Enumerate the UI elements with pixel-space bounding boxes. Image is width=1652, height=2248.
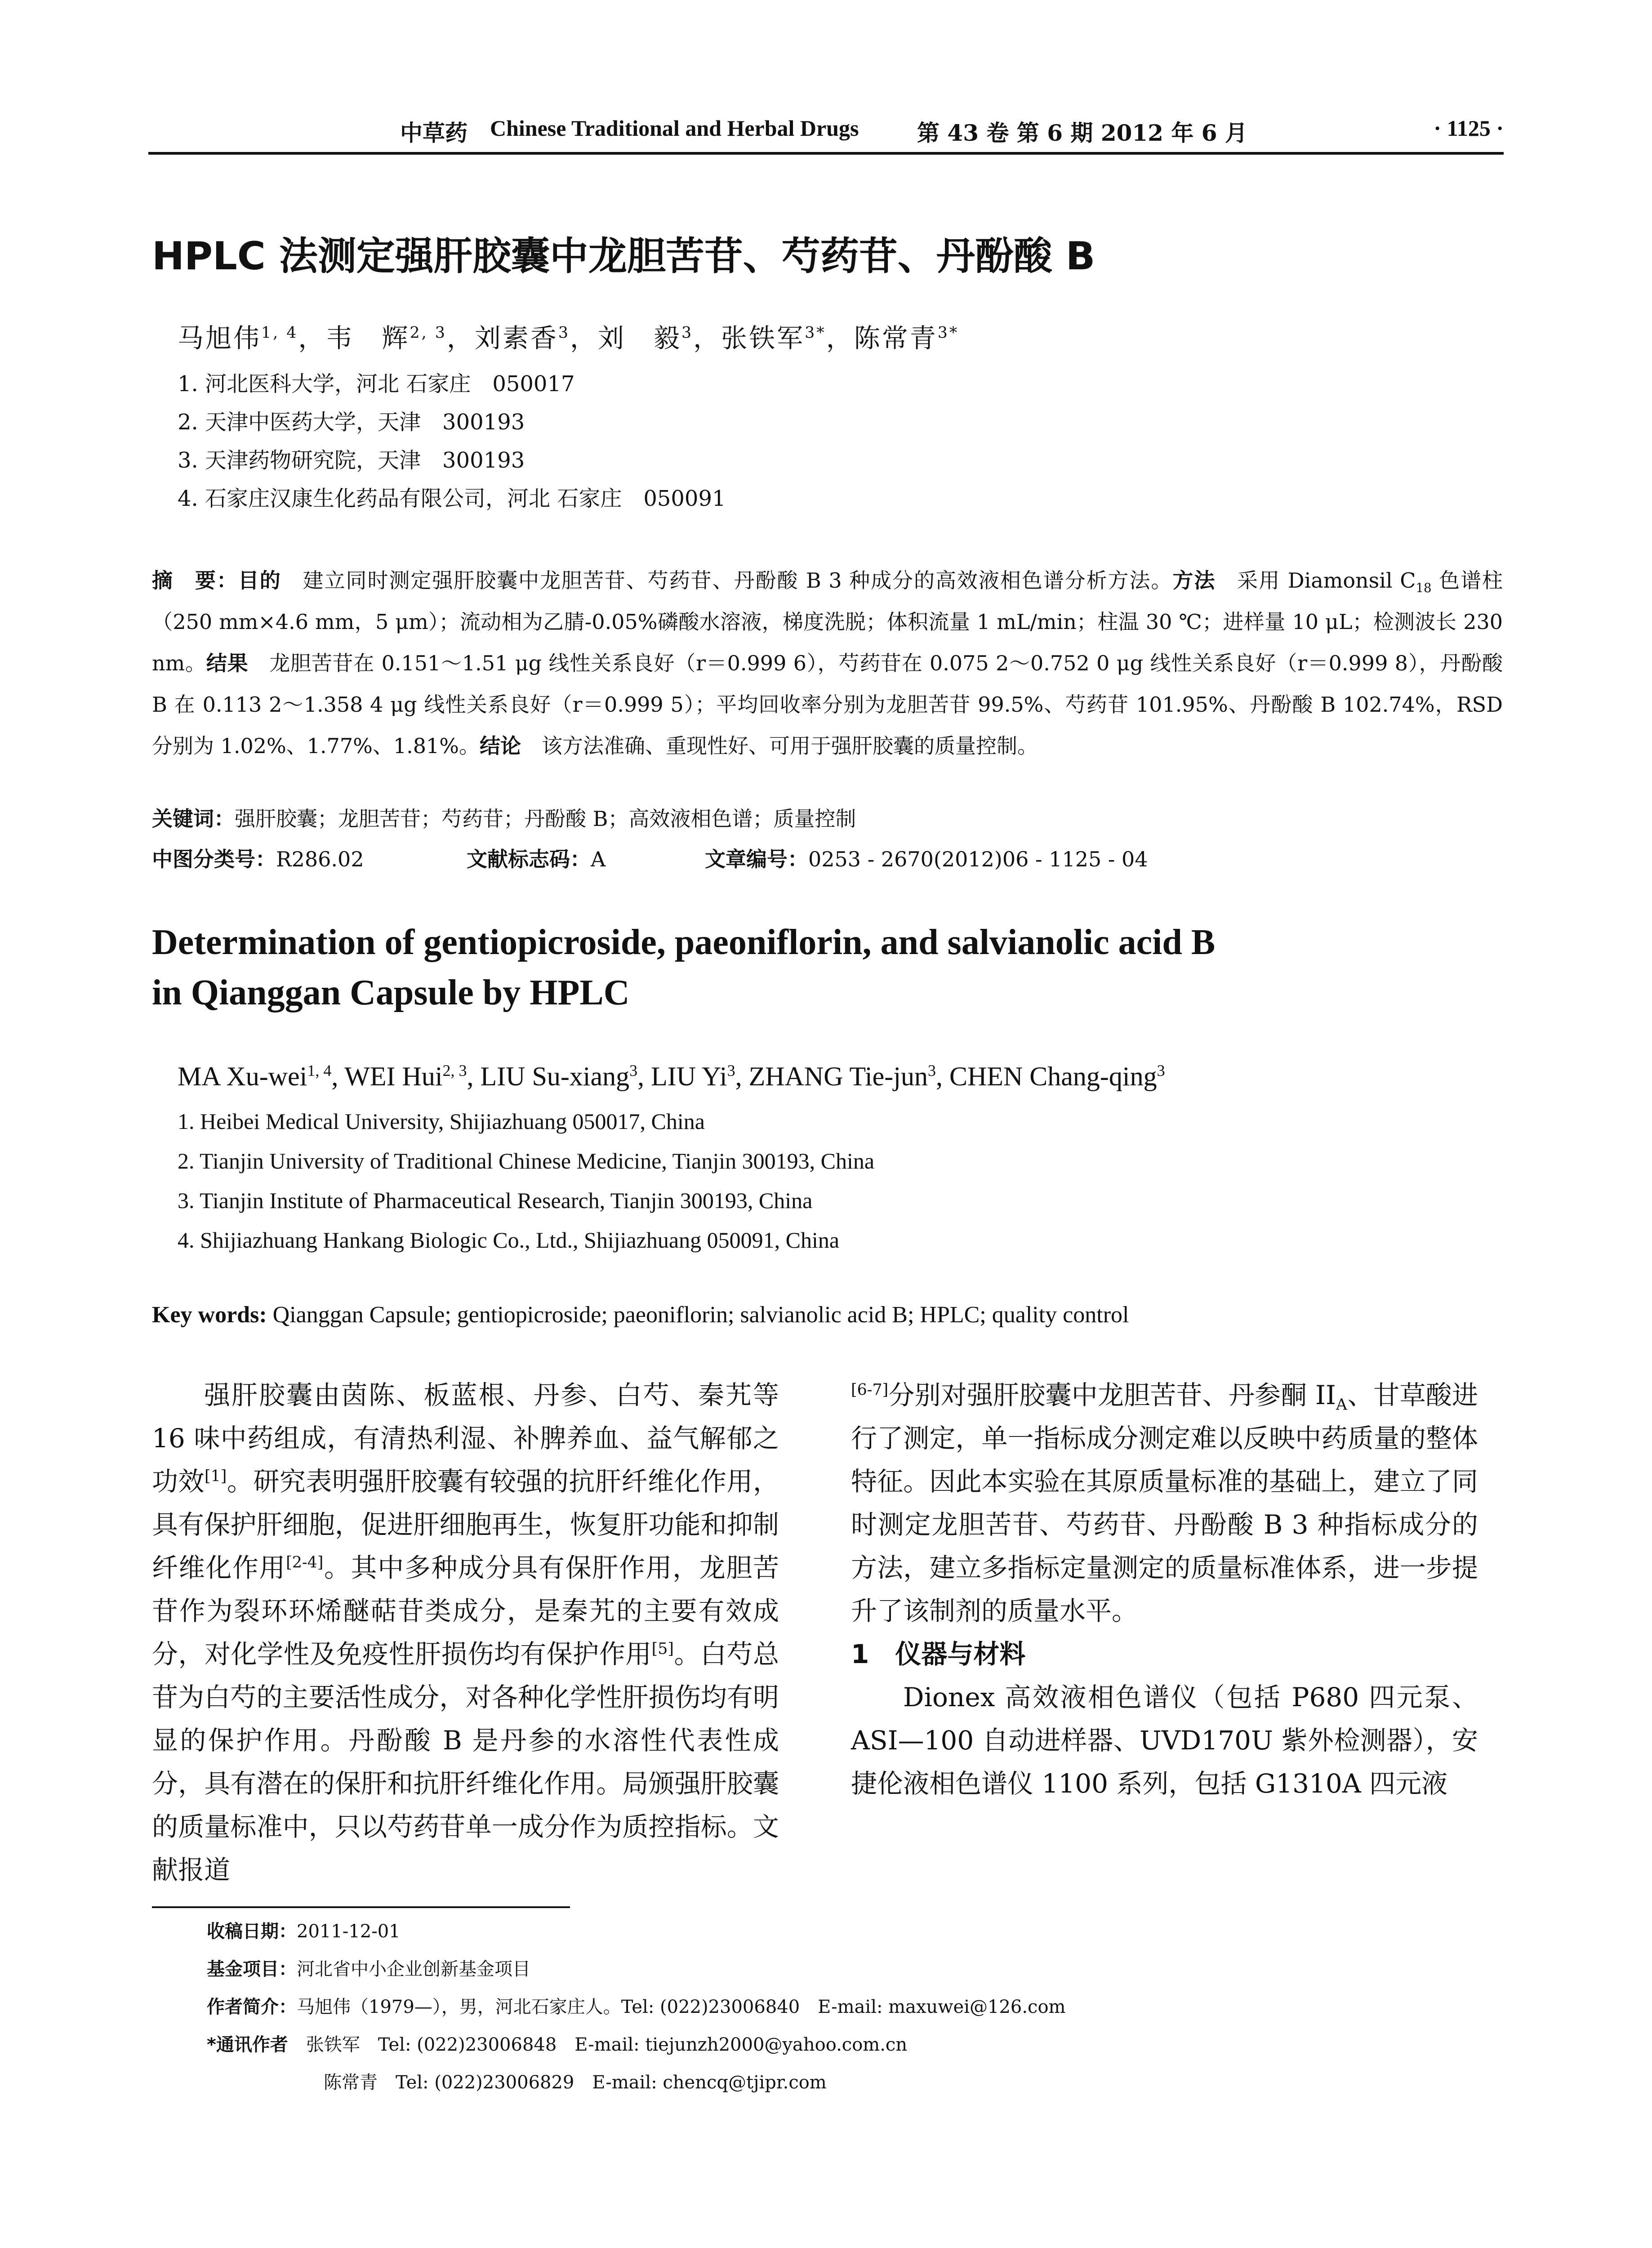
footnote-corresponding [324, 2070, 827, 2095]
en-keywords [152, 1302, 1129, 1328]
body-column-left [152, 1374, 779, 1891]
footnote-label: 作者简介： [207, 1997, 297, 2017]
cn-authors: 马旭伟$^{1, 4}$，韦 辉$^{2, 3}$，刘素香$^3$，刘 毅$^3$，张铁军$^{3*}$，陈常青$^{3*}$ [178, 323, 959, 353]
footnote-rule [152, 1906, 570, 1908]
en-title [152, 917, 1501, 1018]
body-text: 。研究表明强肝胶囊有较强的抗肝纤维化作用，具有保护肝细胞，促进肝细胞再生，恢复肝功能和抑制纤维化作用 [152, 1466, 779, 1583]
abstract-method-label: 方法 [1172, 568, 1216, 593]
abstract-purpose-label: 目的 [238, 568, 281, 593]
citation: [5] [651, 1640, 674, 1658]
abstract-label: 摘 要： [152, 568, 238, 593]
citation: [6-7] [851, 1381, 889, 1399]
running-head [148, 112, 1504, 148]
footnote-text: 2011-12-01 [297, 1921, 401, 1942]
article-number [705, 843, 1148, 873]
body-text: 。白芍总苷为白芍的主要活性成分，对各种化学性肝损伤均有明显的保护作用。丹酚酸 B 是丹参的水溶性代表性成分，具有潜在的保肝和抗肝纤维化作用。局颁强肝胶囊的质量标准中，只以芍药苷单一成分作为质控指标。文献报道 [152, 1639, 779, 1885]
footnote-label: *通讯作者 [207, 2034, 288, 2055]
abstract-result-label: 结果 [206, 651, 249, 675]
journal-brand: 中草药 [400, 120, 468, 146]
en-authors: MA Xu-wei$^{1, 4}$, WEI Hui$^{2, 3}$, LIU Su-xiang$^3$, LIU Yi$^3$, ZHANG Tie-jun$^3$, CHEN Chang-qing$^3$ [178, 1062, 1165, 1091]
classification-line [152, 843, 1503, 874]
en-title-line: Determination of gentiopicroside, paeoniflorin, and salvianolic acid B [152, 923, 1216, 962]
abstract-conclusion: 该方法准确、重现性好、可用于强肝胶囊的质量控制。 [542, 734, 1038, 758]
clc-value: R286.02 [276, 847, 364, 871]
cn-affiliation: 2. 天津中医药大学，天津 300193 [178, 410, 525, 435]
footnote-bio [207, 1994, 1065, 2020]
cn-affiliation: 4. 石家庄汉康生化药品有限公司，河北 石家庄 050091 [178, 486, 726, 511]
body-paragraph [152, 1374, 779, 1891]
abstract-conclusion-label: 结论 [480, 734, 521, 758]
doc-code-label: 文献标志码： [467, 847, 591, 871]
clc [152, 847, 364, 871]
journal-name: Chinese Traditional and Herbal Drugs [490, 116, 859, 141]
en-affiliation: 3. Tianjin Institute of Pharmaceutical Research, Tianjin 300193, China [178, 1188, 813, 1213]
footnote-corresponding [207, 2032, 907, 2057]
header-rule [148, 152, 1504, 155]
footnote-text: 陈常青 Tel: (022)23006829 E-mail: chencq@tjipr.com [324, 2072, 827, 2093]
en-keywords-label: Key words: [152, 1302, 267, 1328]
footnote-label: 收稿日期： [207, 1921, 297, 1942]
clc-label: 中图分类号： [152, 847, 276, 871]
keywords-label: 关键词： [152, 807, 235, 831]
footnote-text: 马旭伟（1979—），男，河北石家庄人。Tel: (022)23006840 E-mail: maxuwei@126.com [297, 1997, 1066, 2017]
page-number: · 1125 · [1434, 116, 1504, 141]
article-number-value: 0253 - 2670(2012)06 - 1125 - 04 [808, 847, 1148, 871]
body-text: 强肝胶囊由茵陈、板蓝根、丹参、白芍、秦艽等 16 味中药组成，有清热利湿、补脾养血、益气解郁之功效 [152, 1380, 779, 1497]
doc-code [467, 843, 606, 873]
citation: [2-4] [286, 1553, 324, 1572]
cn-keywords [152, 803, 856, 832]
en-affiliation: 2. Tianjin University of Traditional Chinese Medicine, Tianjin 300193, China [178, 1148, 875, 1173]
footnote-label: 基金项目： [207, 1959, 297, 1980]
cn-affiliation: 3. 天津药物研究院，天津 300193 [178, 448, 525, 473]
footnote-received [207, 1919, 401, 1944]
cn-affiliation: 1. 河北医科大学，河北 石家庄 050017 [178, 371, 575, 397]
doc-code-value: A [591, 847, 606, 871]
body-column-right [851, 1374, 1478, 1805]
en-keywords-text: Qianggan Capsule; gentiopicroside; paeoniflorin; salvianolic acid B; HPLC; quality control [272, 1302, 1129, 1328]
cn-abstract [152, 560, 1503, 767]
article-number-label: 文章编号： [705, 847, 808, 871]
abstract-method: 采用 Diamonsil $C_{18}$ 色谱柱（250 mm×4.6 mm，5 μm）；流动相为乙腈-0.05%磷酸水溶液，梯度洗脱；体积流量 1 mL/min；柱温 30 ℃；进样量 10 μL；检测波长 230 nm。 [152, 568, 1503, 675]
citation: [1] [205, 1467, 227, 1485]
journal-issue: 第 43 卷 第 6 期 2012 年 6 月 [917, 120, 1247, 146]
en-affiliation: 4. Shijiazhuang Hankang Biologic Co., Ltd., Shijiazhuang 050091, China [178, 1227, 840, 1253]
footnote-fund [207, 1957, 530, 1982]
body-text: 。其中多种成分具有保肝作用，龙胆苦苷作为裂环环烯醚萜苷类成分，是秦艽的主要有效成分，对化学性及免疫性肝损伤均有保护作用 [152, 1552, 779, 1669]
keywords-text: 强肝胶囊；龙胆苦苷；芍药苷；丹酚酸 B；高效液相色谱；质量控制 [235, 807, 856, 831]
abstract-result: 龙胆苦苷在 0.151～1.51 μg 线性关系良好（r＝0.999 6），芍药苷在 0.075 2～0.752 0 μg 线性关系良好（r＝0.999 8），丹酚酸 B 在 0.113 2～1.358 4 μg 线性关系良好（r＝0.999 5）；平均回收率分别为龙胆苦苷 99.5%、芍药苷 101.95%、丹酚酸 B 102.74%，RSD 分别为 1.02%、1.77%、1.81%。 [152, 651, 1503, 758]
cn-title: HPLC 法测定强肝胶囊中龙胆苦苷、芍药苷、丹酚酸 B [152, 234, 1095, 279]
en-affiliation: 1. Heibei Medical University, Shijiazhuang 050017, China [178, 1109, 705, 1134]
footnote-text: 张铁军 Tel: (022)23006848 E-mail: tiejunzh2000@yahoo.com.cn [306, 2034, 908, 2055]
footnote-text: 河北省中小企业创新基金项目 [297, 1959, 530, 1980]
body-paragraph: Dionex 高效液相色谱仪（包括 P680 四元泵、ASI—100 自动进样器、UVD170U 紫外检测器），安捷伦液相色谱仪 1100 系列，包括 G1310A 四元液 [851, 1682, 1478, 1799]
section-heading: 1 仪器与材料 [851, 1639, 1026, 1669]
en-title-line: in Qianggan Capsule by HPLC [152, 973, 630, 1012]
body-paragraph-continued: [6-7]分别对强肝胶囊中龙胆苦苷、丹参酮 $II_A$、甘草酸进行了测定，单一指标成分测定难以反映中药质量的整体特征。因此本实验在其原质量标准的基础上，建立了同时测定龙胆苦苷、芍药苷、丹酚酸 B 3 种指标成分的方法，建立多指标定量测定的质量标准体系，进一步提升了该制剂的质量水平。 [851, 1380, 1478, 1626]
abstract-purpose: 建立同时测定强肝胶囊中龙胆苦苷、芍药苷、丹酚酸 B 3 种成分的高效液相色谱分析方法。 [303, 568, 1173, 593]
